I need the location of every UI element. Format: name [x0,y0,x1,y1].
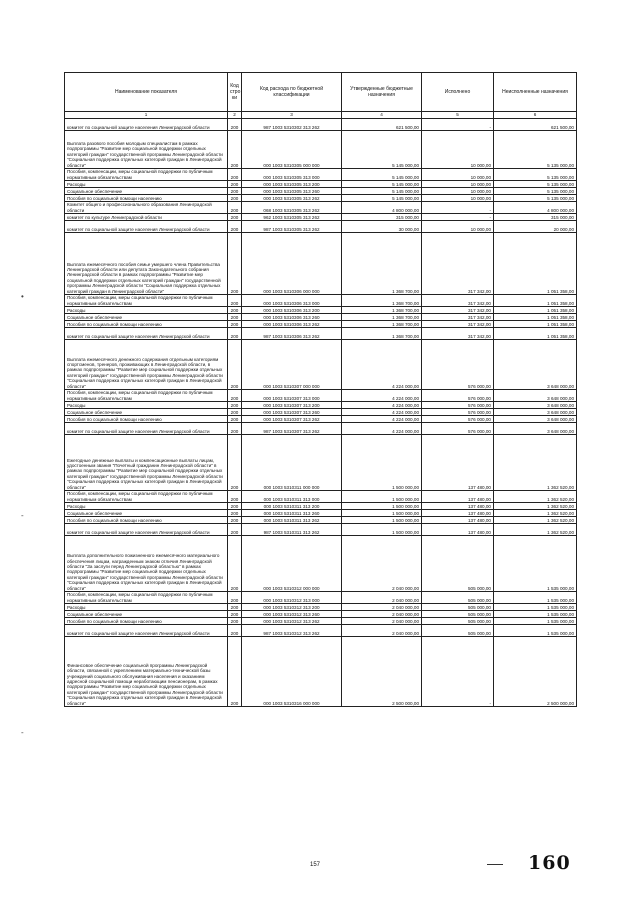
row-remaining: 5 135 000,00 [494,169,577,181]
header-expense-code: Код расхода по бюджетной классификации [242,73,342,112]
row-expense-code: 000 1003 5310311 313 262 [242,517,342,524]
row-remaining: 1 051 358,00 [494,328,577,340]
row-line-code: 200 [228,510,242,517]
table-body [65,119,577,707]
row-approved: 4 224 000,00 [342,402,422,409]
row-remaining: 621 500,00 [494,119,577,131]
row-name: комитет по социальной защите населения Ленинградской области [65,524,228,536]
row-name: Социальное обеспечение [65,409,228,416]
table-row [65,402,577,409]
row-executed: 576 000,00 [422,409,494,416]
row-name: Финансовое обеспечение социальной программы Ленинградской области, связанной с укреплением материально-технической базы учреждений социального обслуживания населения и оказанием адресной социальной помощи неработающим пенсионерам, в рамках подпрограммы "Развитие мер социальной поддержки отдельных категорий граждан" государственной программы Ленинградской области "Социальная поддержка отдельных категорий граждан в Ленинградской области" [65,637,228,707]
row-line-code: 200 [228,340,242,390]
row-line-code: 200 [228,328,242,340]
row-approved: 4 224 000,00 [342,409,422,416]
row-expense-code: 000 1003 5310312 000 000 [242,536,342,592]
row-approved: 2 500 000,00 [342,637,422,707]
row-expense-code: 000 1003 5310306 313 262 [242,321,342,328]
row-expense-code: 987 1003 5310311 313 262 [242,524,342,536]
table-row [65,119,577,131]
row-name: Пособия по социальной помощи населению [65,618,228,625]
row-remaining: 1 535 000,00 [494,536,577,592]
row-approved: 315 000,00 [342,214,422,221]
row-name: комитет по социальной защите населения Ленинградской области [65,625,228,637]
row-approved: 2 040 000,00 [342,592,422,604]
table-header [65,73,577,119]
row-line-code: 200 [228,195,242,202]
row-expense-code: 000 1003 5310306 313 200 [242,307,342,314]
row-name: Выплата ежемесячного денежного содержания отдельным категориям спортсменов, тренеров, проживающих в Ленинградской области, в рамках подпрограммы "Развитие мер социальной поддержки отдельных категорий граждан" государственной программы Ленинградской области "Социальная поддержка отдельных категорий граждан в Ленинградской области" [65,340,228,390]
table-row [65,611,577,618]
row-remaining: 5 135 000,00 [494,131,577,169]
row-line-code: 200 [228,188,242,195]
header-name: Наименование показателя [65,73,228,112]
row-line-code: 200 [228,416,242,423]
row-expense-code: 962 1003 5310305 313 262 [242,214,342,221]
table-row [65,169,577,181]
row-name: комитет по культуре Ленинградской области [65,214,228,221]
row-executed: 10 000,00 [422,195,494,202]
row-name: комитет по социальной защите населения Ленинградской области [65,221,228,233]
row-approved: 30 000,00 [342,221,422,233]
table-row [65,503,577,510]
row-name: Пособия по социальной помощи населению [65,517,228,524]
row-executed: 505 000,00 [422,618,494,625]
row-expense-code: 000 1003 5310305 313 000 [242,169,342,181]
row-line-code: 200 [228,517,242,524]
table-row [65,188,577,195]
row-expense-code: 000 1003 5310311 313 000 [242,491,342,503]
row-executed: 317 342,00 [422,321,494,328]
row-line-code: 200 [228,221,242,233]
column-number: 2 [228,112,242,119]
table-row [65,592,577,604]
row-executed: 317 342,00 [422,328,494,340]
row-approved: 1 368 700,00 [342,233,422,295]
row-expense-code: 987 1003 5310305 313 262 [242,221,342,233]
row-expense-code: 000 1003 5310306 313 000 [242,295,342,307]
row-remaining: 3 648 000,00 [494,416,577,423]
row-approved: 5 145 000,00 [342,131,422,169]
table-row [65,181,577,188]
row-name: Пособия, компенсации, меры социальной поддержки по публичным нормативным обязательствам [65,592,228,604]
table-row [65,618,577,625]
row-executed: 317 342,00 [422,314,494,321]
row-approved: 5 145 000,00 [342,188,422,195]
row-line-code: 200 [228,181,242,188]
table-row [65,195,577,202]
row-expense-code: 000 1003 5310306 313 260 [242,314,342,321]
row-expense-code: 000 1003 5310307 313 200 [242,402,342,409]
table-row [65,221,577,233]
row-remaining: 1 051 358,00 [494,295,577,307]
row-line-code: 200 [228,169,242,181]
row-executed: 505 000,00 [422,625,494,637]
table-row [65,517,577,524]
row-name: Расходы [65,402,228,409]
row-expense-code: 987 1003 5310302 313 262 [242,119,342,131]
row-approved: 1 500 000,00 [342,517,422,524]
row-remaining: 4 800 000,00 [494,202,577,214]
row-remaining: 2 500 000,00 [494,637,577,707]
header-executed: Исполнено [422,73,494,112]
row-name: комитет по социальной защите населения Ленинградской области [65,328,228,340]
row-line-code: 200 [228,314,242,321]
column-number: 3 [242,112,342,119]
row-executed: 137 480,00 [422,435,494,491]
row-line-code: 200 [228,214,242,221]
row-executed: - [422,119,494,131]
row-expense-code: 000 1003 5310307 313 000 [242,390,342,402]
table-row [65,328,577,340]
row-line-code: 200 [228,119,242,131]
row-executed: 576 000,00 [422,416,494,423]
row-approved: 1 500 000,00 [342,435,422,491]
row-approved: 1 368 700,00 [342,321,422,328]
table-row [65,409,577,416]
row-approved: 621 500,00 [342,119,422,131]
row-name: Пособия по социальной помощи населению [65,321,228,328]
row-line-code: 200 [228,625,242,637]
table-row [65,524,577,536]
column-number: 1 [65,112,228,119]
row-expense-code: 000 1003 5310312 313 000 [242,592,342,604]
row-remaining: 1 362 520,00 [494,517,577,524]
row-approved: 4 224 000,00 [342,390,422,402]
row-remaining: 1 535 000,00 [494,625,577,637]
row-approved: 5 145 000,00 [342,181,422,188]
margin-mark: - [21,511,24,520]
row-approved: 4 800 000,00 [342,202,422,214]
row-line-code: 200 [228,307,242,314]
row-remaining: 5 135 000,00 [494,195,577,202]
row-name: Выплата дополнительного пожизненного ежемесячного материального обеспечения лицам, награжденным знаком отличия Ленинградской области "За заслуги перед Ленинградской областью" в рамках подпрограммы "Развитие мер социальной поддержки отдельных категорий граждан" государственной программы Ленинградской области "Социальная поддержка отдельных категорий граждан в Ленинградской области" [65,536,228,592]
sheet-stamp-number: 160 [528,852,571,874]
row-approved: 2 040 000,00 [342,618,422,625]
row-remaining: 1 535 000,00 [494,611,577,618]
row-approved: 4 224 000,00 [342,423,422,435]
row-expense-code: 000 1003 5310305 313 260 [242,188,342,195]
row-expense-code: 000 1003 5310305 000 000 [242,131,342,169]
row-executed: - [422,637,494,707]
row-name: Выплата разового пособия молодым специалистам в рамках подпрограммы "Развитие мер социальной поддержки отдельных категорий граждан" государственной программы Ленинградской области "Социальная поддержка отдельных категорий граждан в Ленинградской области" [65,131,228,169]
row-name: Пособия по социальной помощи населению [65,416,228,423]
row-expense-code: 000 1003 5310312 313 260 [242,611,342,618]
table-row [65,321,577,328]
row-executed: 317 342,00 [422,233,494,295]
row-expense-code: 068 1003 5310305 313 262 [242,202,342,214]
row-name: Расходы [65,181,228,188]
row-expense-code: 000 1003 5310306 000 000 [242,233,342,295]
header-approved: Утвержденные бюджетные назначения [342,73,422,112]
row-approved: 2 040 000,00 [342,604,422,611]
row-line-code: 200 [228,402,242,409]
row-approved: 1 368 700,00 [342,328,422,340]
row-remaining: 3 648 000,00 [494,402,577,409]
row-executed: - [422,214,494,221]
row-expense-code: 000 1003 5310312 313 200 [242,604,342,611]
row-executed: 10 000,00 [422,181,494,188]
row-executed: 10 000,00 [422,221,494,233]
row-name: Социальное обеспечение [65,314,228,321]
row-approved: 5 145 000,00 [342,195,422,202]
row-executed: 10 000,00 [422,169,494,181]
row-approved: 2 040 000,00 [342,611,422,618]
row-executed: - [422,202,494,214]
row-line-code: 200 [228,295,242,307]
row-name: Пособия, компенсации, меры социальной поддержки по публичным нормативным обязательствам [65,295,228,307]
table-row [65,131,577,169]
header-line-code: Код стро ки [228,73,242,112]
budget-table [64,72,577,707]
row-approved: 4 224 000,00 [342,340,422,390]
row-executed: 137 480,00 [422,510,494,517]
row-line-code: 200 [228,423,242,435]
row-line-code: 200 [228,611,242,618]
table-row [65,423,577,435]
row-name: Социальное обеспечение [65,188,228,195]
row-name: Социальное обеспечение [65,510,228,517]
row-executed: 505 000,00 [422,592,494,604]
row-approved: 1 368 700,00 [342,314,422,321]
row-remaining: 5 135 000,00 [494,181,577,188]
row-executed: 137 480,00 [422,524,494,536]
row-executed: 576 000,00 [422,390,494,402]
row-expense-code: 987 1003 5310312 313 262 [242,625,342,637]
row-expense-code: 000 1003 5310307 313 260 [242,409,342,416]
row-line-code: 200 [228,131,242,169]
row-line-code: 200 [228,435,242,491]
row-line-code: 200 [228,202,242,214]
table-row [65,202,577,214]
row-approved: 1 500 000,00 [342,503,422,510]
row-executed: 576 000,00 [422,423,494,435]
row-expense-code: 987 1003 5310306 313 262 [242,328,342,340]
table-row [65,491,577,503]
row-expense-code: 000 1003 5310305 313 200 [242,181,342,188]
row-executed: 10 000,00 [422,188,494,195]
row-expense-code: 000 1003 5310305 313 262 [242,195,342,202]
row-name: комитет по социальной защите населения Ленинградской области [65,423,228,435]
row-name: Расходы [65,307,228,314]
row-remaining: 1 051 358,00 [494,314,577,321]
row-name: Пособия по социальной помощи населению [65,195,228,202]
row-name: Пособия, компенсации, меры социальной поддержки по публичным нормативным обязательствам [65,491,228,503]
row-expense-code: 000 1003 5310311 313 260 [242,510,342,517]
row-line-code: 200 [228,637,242,707]
row-executed: 137 480,00 [422,503,494,510]
table-row [65,604,577,611]
row-executed: 576 000,00 [422,402,494,409]
row-name: Социальное обеспечение [65,611,228,618]
table-row [65,625,577,637]
row-line-code: 200 [228,618,242,625]
row-executed: 576 000,00 [422,340,494,390]
row-line-code: 200 [228,390,242,402]
row-expense-code: 000 1003 5310307 000 000 [242,340,342,390]
row-line-code: 200 [228,491,242,503]
row-remaining: 3 648 000,00 [494,409,577,416]
row-expense-code: 000 1003 5310307 313 262 [242,416,342,423]
row-approved: 2 040 000,00 [342,625,422,637]
column-number: 5 [422,112,494,119]
row-line-code: 200 [228,321,242,328]
column-number-row [65,112,577,119]
row-expense-code: 000 1003 5310311 000 000 [242,435,342,491]
table-row [65,214,577,221]
row-remaining: 5 135 000,00 [494,188,577,195]
table-row [65,416,577,423]
row-remaining: 1 535 000,00 [494,592,577,604]
row-line-code: 200 [228,409,242,416]
stamp-dash [487,864,503,865]
row-name: Выплата ежемесячного пособия семье умершего члена Правительства Ленинградской области или депутата Законодательного собрания Ленинградской области в рамках подпрограммы "Развитие мер социальной поддержки отдельных категорий граждан" государственной программы Ленинградской области "Социальная поддержка отдельных категорий граждан в Ленинградской области" [65,233,228,295]
row-approved: 1 368 700,00 [342,295,422,307]
row-executed: 137 480,00 [422,517,494,524]
row-remaining: 1 535 000,00 [494,604,577,611]
row-remaining: 315 000,00 [494,214,577,221]
table-row [65,435,577,491]
row-line-code: 200 [228,524,242,536]
row-remaining: 1 362 520,00 [494,503,577,510]
table-row [65,536,577,592]
header-remaining: Неисполненные назначения [494,73,577,112]
row-remaining: 1 362 520,00 [494,435,577,491]
row-expense-code: 000 1003 5310311 313 200 [242,503,342,510]
row-remaining: 1 362 520,00 [494,491,577,503]
table-row [65,390,577,402]
row-executed: 317 342,00 [422,295,494,307]
row-approved: 1 500 000,00 [342,524,422,536]
row-approved: 1 368 700,00 [342,307,422,314]
row-line-code: 200 [228,536,242,592]
table-row [65,637,577,707]
margin-mark: - [21,728,24,737]
row-approved: 4 224 000,00 [342,416,422,423]
row-remaining: 3 648 000,00 [494,390,577,402]
row-remaining: 1 362 520,00 [494,510,577,517]
row-approved: 2 040 000,00 [342,536,422,592]
row-line-code: 200 [228,592,242,604]
row-executed: 505 000,00 [422,536,494,592]
table-row [65,510,577,517]
row-remaining: 3 648 000,00 [494,423,577,435]
row-line-code: 200 [228,503,242,510]
table-row [65,295,577,307]
row-approved: 1 500 000,00 [342,510,422,517]
row-executed: 10 000,00 [422,131,494,169]
row-approved: 1 500 000,00 [342,491,422,503]
table-row [65,340,577,390]
row-name: Пособия, компенсации, меры социальной поддержки по публичным нормативным обязательствам [65,390,228,402]
row-remaining: 20 000,00 [494,221,577,233]
column-number: 4 [342,112,422,119]
row-name: комитет по социальной защите населения Ленинградской области [65,119,228,131]
page-number: 157 [310,862,321,868]
row-name: Комитет общего и профессионального образования Ленинградской области [65,202,228,214]
table-row [65,233,577,295]
row-line-code: 200 [228,604,242,611]
column-number: 6 [494,112,577,119]
row-executed: 317 342,00 [422,307,494,314]
margin-mark: • [21,292,24,301]
row-name: Ежегодные денежные выплаты и компенсационные выплаты лицам, удостоенным звания "Почетный гражданин Ленинградской области" в рамках подпрограммы "Развитие мер социальной поддержки отдельных категорий граждан" государственной программы Ленинградской области "Социальная поддержка отдельных категорий граждан в Ленинградской области" [65,435,228,491]
row-remaining: 1 535 000,00 [494,618,577,625]
row-expense-code: 987 1003 5310307 313 262 [242,423,342,435]
row-executed: 505 000,00 [422,604,494,611]
row-executed: 505 000,00 [422,611,494,618]
row-name: Расходы [65,503,228,510]
row-remaining: 1 362 520,00 [494,524,577,536]
table-row [65,314,577,321]
row-expense-code: 000 1003 5310316 000 000 [242,637,342,707]
row-name: Пособия, компенсации, меры социальной поддержки по публичным нормативным обязательствам [65,169,228,181]
row-remaining: 3 648 000,00 [494,340,577,390]
table-row [65,307,577,314]
row-approved: 5 145 000,00 [342,169,422,181]
row-executed: 137 480,00 [422,491,494,503]
row-expense-code: 000 1003 5310312 313 262 [242,618,342,625]
row-remaining: 1 051 358,00 [494,321,577,328]
row-remaining: 1 051 358,00 [494,233,577,295]
row-remaining: 1 051 358,00 [494,307,577,314]
row-name: Расходы [65,604,228,611]
row-line-code: 200 [228,233,242,295]
